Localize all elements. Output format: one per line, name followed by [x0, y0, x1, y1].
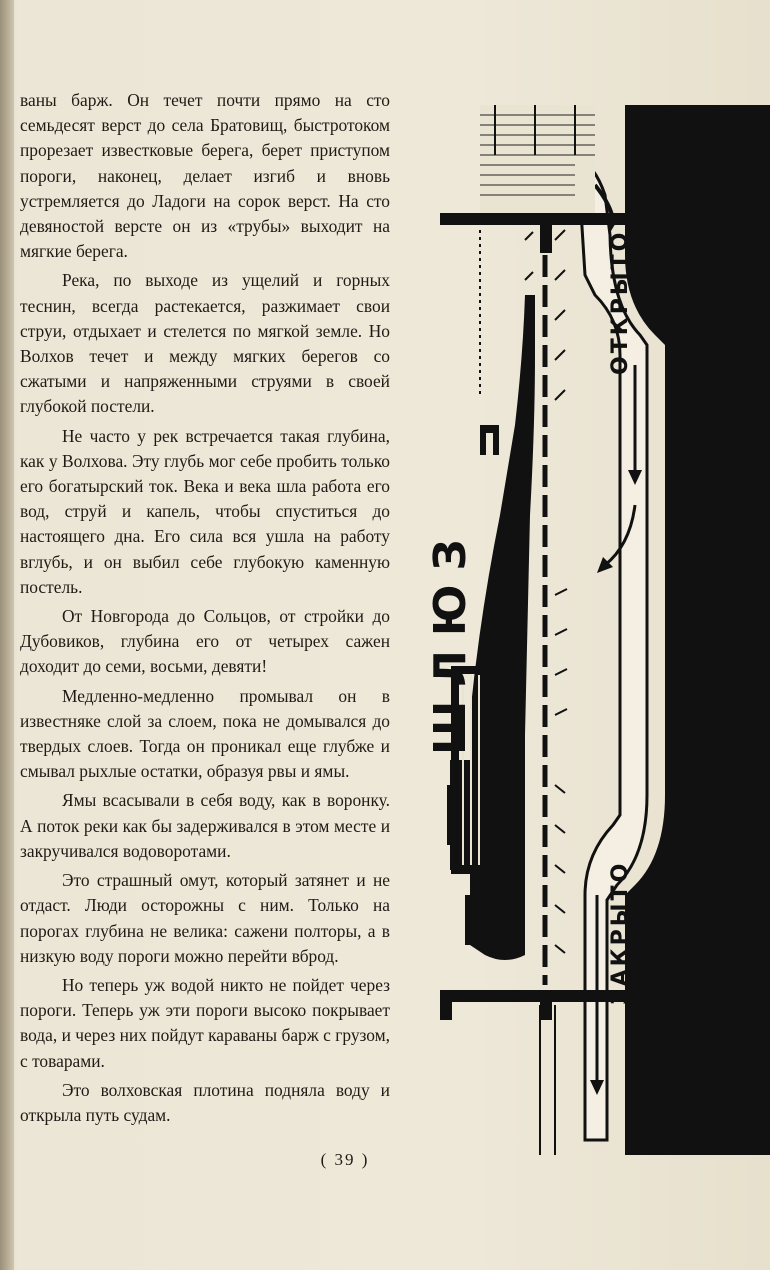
- book-spine-shadow: [0, 0, 14, 1270]
- paragraph: ваны барж. Он течет почти прямо на сто семьдесят верст до села Братовищ, быстротоком прорезает известковые берега, берет приступом пороги, наконец, делает изгиб и вновь устремляется до Ладоги на сорок верст. На сто девяностой версте он из «трубы» выходит на мягкие берега.: [20, 90, 390, 262]
- lock-title: ШЛЮЗ: [425, 525, 476, 755]
- lower-gate: [440, 990, 625, 1002]
- paragraph: Ямы всасывали в себя воду, как в воронку. А поток реки как бы задерживался в этом месте и закручивался водоворотами.: [20, 790, 390, 861]
- paragraph: Но теперь уж водой никто не пойдет через пороги. Теперь уж эти пороги высоко покрывает вода, и через них пойдут караваны барж с грузом, с товарами.: [20, 974, 390, 1071]
- page-number: ( 39 ): [320, 1150, 370, 1169]
- paragraph: От Новгорода до Сольцов, от стройки до Дубовиков, глубина его от четырех сажен доходит до семи, восьми, девяти!: [20, 606, 390, 677]
- paragraph: Это волховская плотина подняла воду и открыла путь судам.: [20, 1079, 390, 1125]
- open-label: ОТКРЫТО: [608, 229, 633, 375]
- closed-label: ЗАКРЫТО: [608, 860, 633, 1005]
- lock-illustration: [425, 95, 770, 1175]
- paragraph: Это страшный омут, который затянет и не отдаст. Люди осторожны с ним. Только на порогах глубина не велика: сажени полторы, а в низкую воду пороги можно перейти вброд.: [20, 870, 390, 966]
- upper-gate: [440, 213, 625, 225]
- upper-water: [480, 105, 595, 215]
- paragraph: Не часто у рек встречается такая глубина, как у Волхова. Эту глубь мог себе пробить только его богатырский ток. Века и века шла работа его вод, струй и капель, чтобы спуститься до настоящего дна. Его сила вся ушла на работу вглубь, и он выбил себе глубокую каменную постель.: [20, 425, 390, 597]
- paragraph: Река, по выходе из ущелий и горных теснин, всегда растекается, разжимает свои струи, отдыхает и стелется по мягкой земле. Но Волхов течет и между мягких берегов со сжатыми и напряженными струями в своей глубокой постели.: [20, 270, 390, 417]
- title-group: [425, 525, 476, 755]
- body-text-column: [20, 88, 390, 1128]
- paragraph: Медленно-медленно промывал он в известняке слой за слоем, пока не домывался до твердых слоев. Тогда он проникал еще глубже и смывал рыхлые остатки, образуя рвы и ямы.: [20, 685, 390, 782]
